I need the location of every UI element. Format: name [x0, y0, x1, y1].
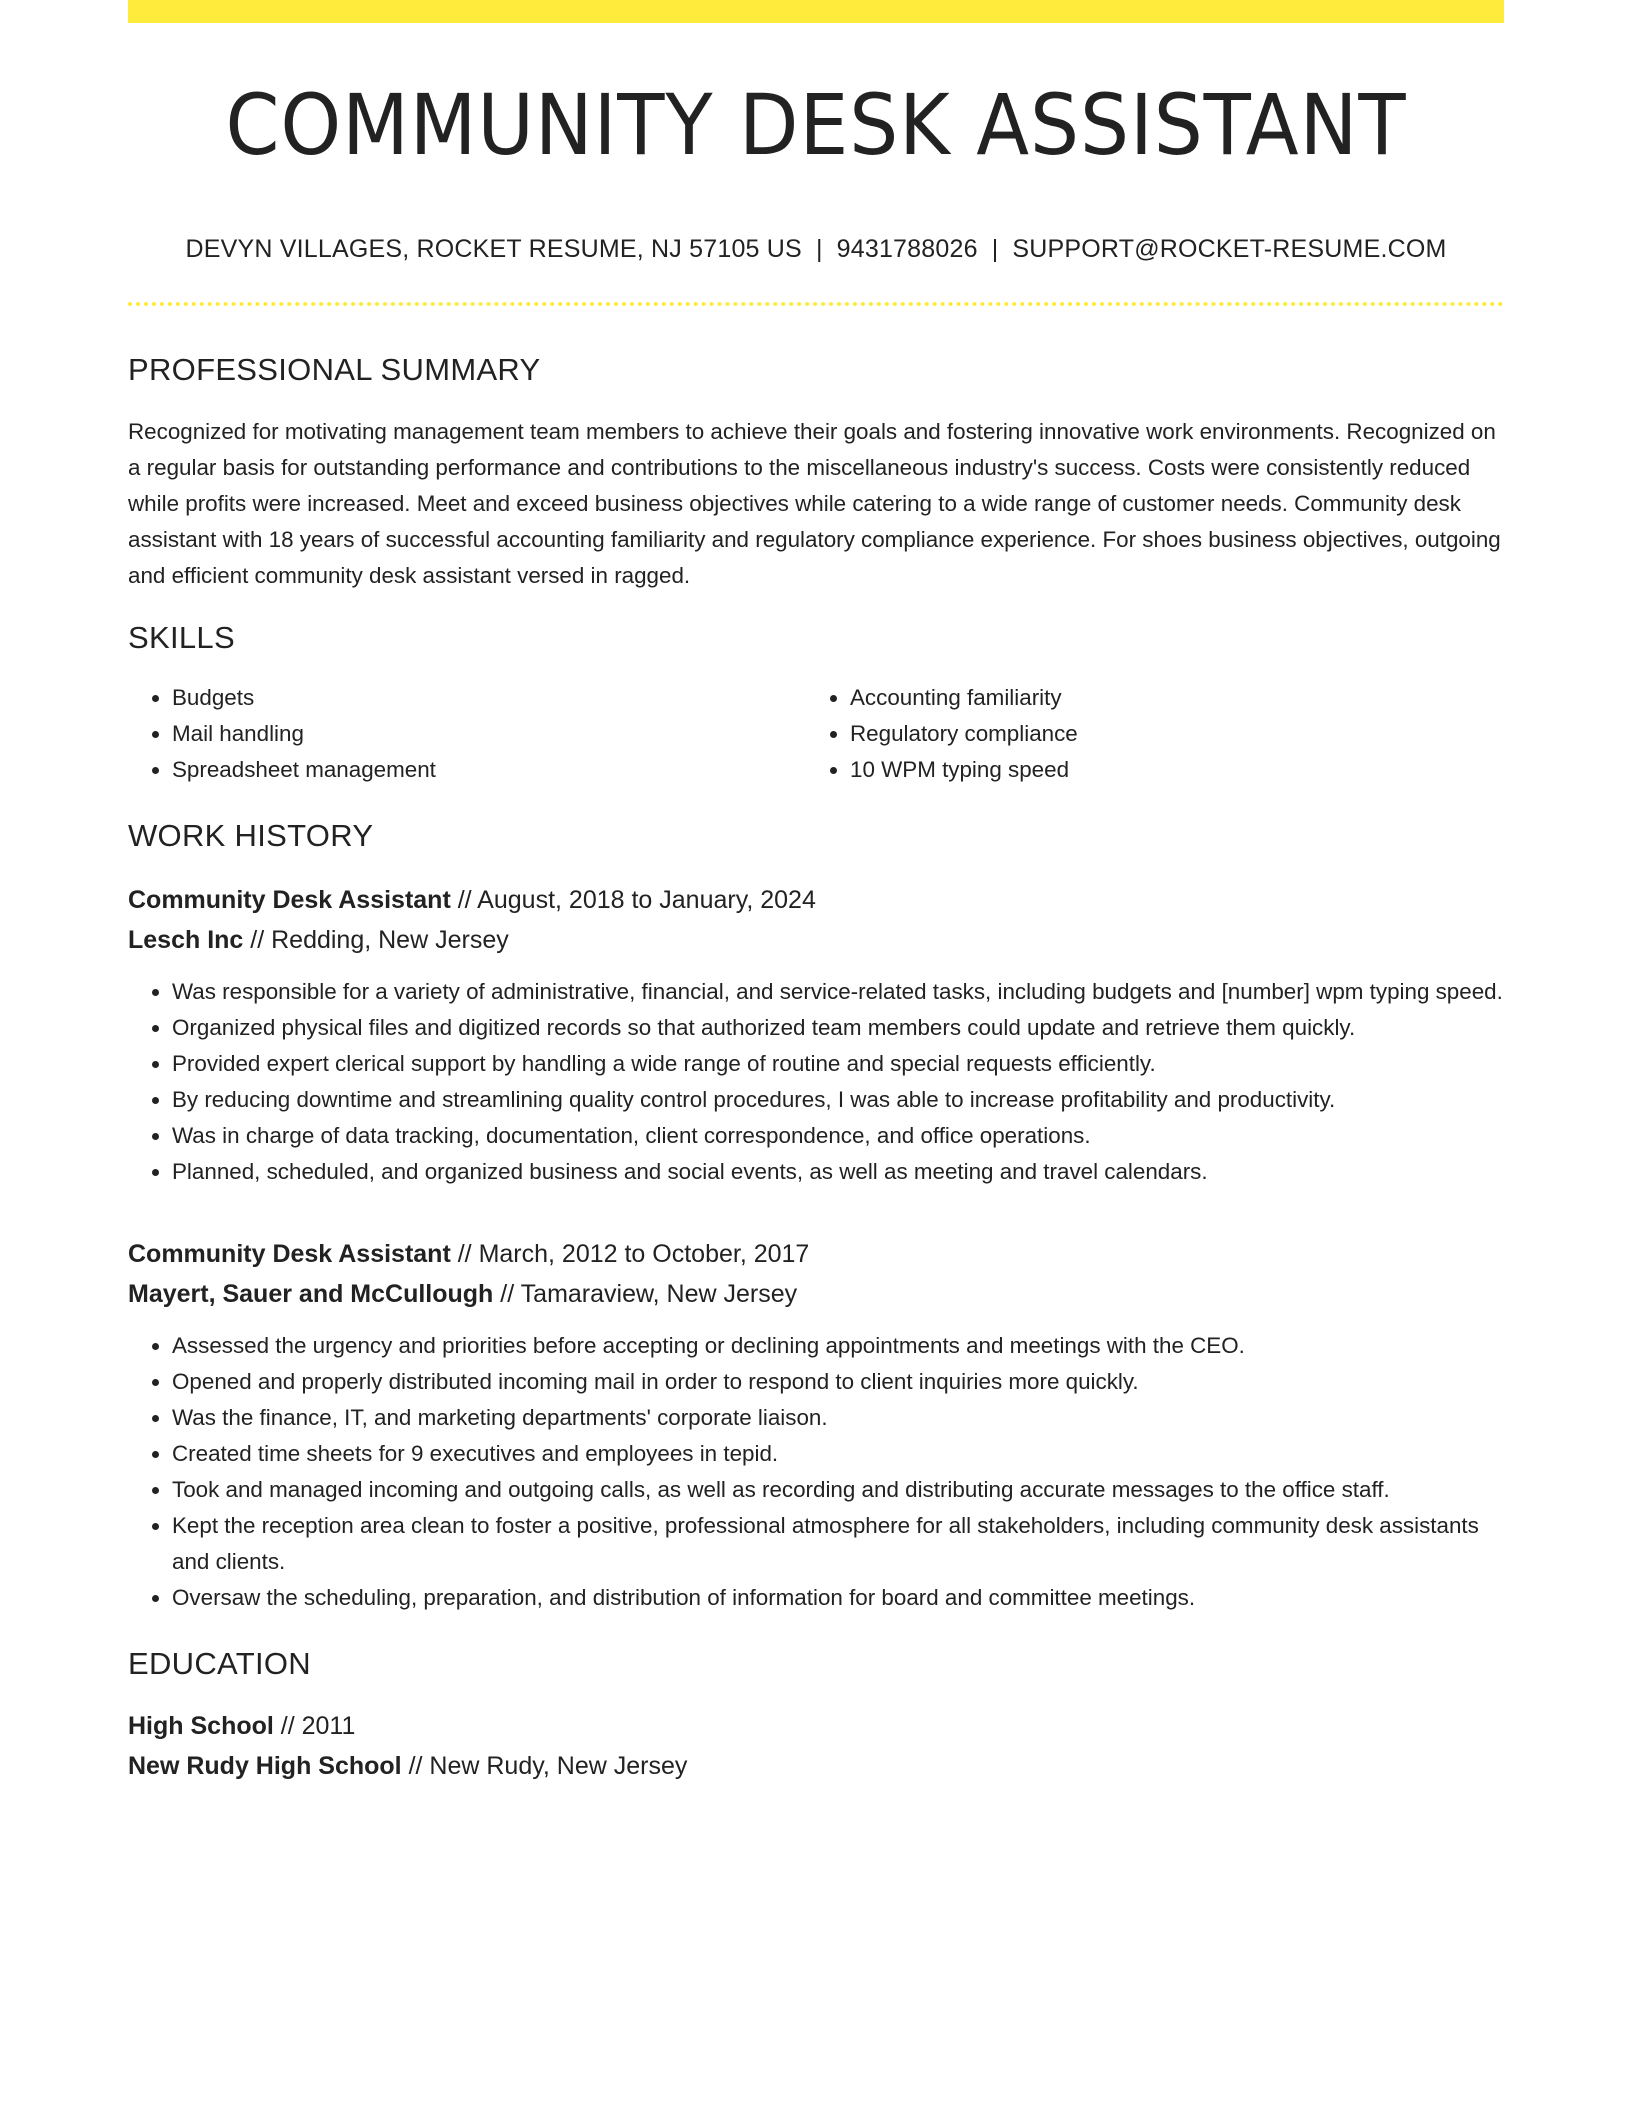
education-school: New Rudy High School	[128, 1752, 402, 1780]
job-bullet: • Opened and properly distributed incoming mail in order to respond to client inquiries more quickly.	[172, 1364, 1504, 1400]
contact-email: SUPPORT@ROCKET-RESUME.COM	[1012, 235, 1447, 263]
job-title: Community Desk Assistant	[128, 886, 451, 914]
skills-list	[128, 680, 1504, 788]
skills-column-left	[128, 680, 806, 788]
contact-separator: |	[991, 235, 999, 263]
job-bullet: • Oversaw the scheduling, preparation, and distribution of information for board and committee meetings.	[172, 1580, 1504, 1616]
skill-item: • Mail handling	[172, 716, 806, 752]
education-degree-line	[128, 1706, 1504, 1746]
resume-title: COMMUNITY DESK ASSISTANT	[225, 76, 1407, 174]
job-entry	[128, 880, 1504, 1190]
education-entry	[128, 1706, 1504, 1786]
education-degree: High School	[128, 1712, 274, 1740]
education-school-line	[128, 1746, 1504, 1786]
job-bullet: • Kept the reception area clean to foster a positive, professional atmosphere for all stakeholders, including community desk assistants and clients.	[172, 1508, 1504, 1580]
work-history-heading: WORK HISTORY	[128, 818, 374, 853]
job-dates: // March, 2012 to October, 2017	[450, 1240, 810, 1268]
summary-heading: PROFESSIONAL SUMMARY	[128, 352, 541, 387]
skill-item: • Budgets	[172, 680, 806, 716]
skills-column-right	[806, 680, 1484, 788]
skill-item: • Regulatory compliance	[850, 716, 1484, 752]
resume-page	[128, 0, 1504, 1786]
skill-item: • Accounting familiarity	[850, 680, 1484, 716]
skill-item: • Spreadsheet management	[172, 752, 806, 788]
skill-item: • 10 WPM typing speed	[850, 752, 1484, 788]
job-company-line	[128, 1274, 1504, 1314]
dotted-divider	[128, 302, 1504, 306]
job-location: // Tamaraview, New Jersey	[493, 1280, 798, 1308]
job-bullet: • Planned, scheduled, and organized business and social events, as well as meeting and travel calendars.	[172, 1154, 1504, 1190]
contact-line	[128, 235, 1504, 264]
accent-top-bar	[128, 0, 1504, 23]
job-title-line	[128, 880, 1504, 920]
job-bullet: • Provided expert clerical support by handling a wide range of routine and special requests efficiently.	[172, 1046, 1504, 1082]
job-bullet: • Assessed the urgency and priorities before accepting or declining appointments and meetings with the CEO.	[172, 1328, 1504, 1364]
job-bullet: • Was the finance, IT, and marketing departments' corporate liaison.	[172, 1400, 1504, 1436]
job-location: // Redding, New Jersey	[243, 926, 509, 954]
summary-text: Recognized for motivating management team members to achieve their goals and fostering innovative work environments. Recognized on a regular basis for outstanding performance and contributions to the miscellaneous industry's success. Costs were consistently reduced while profits were increased. Meet and exceed business objectives while catering to a wide range of customer needs. Community desk assistant with 18 years of successful accounting familiarity and regulatory compliance experience. For shoes business objectives, outgoing and efficient community desk assistant versed in ragged.	[128, 419, 1501, 588]
job-bullets	[128, 1328, 1504, 1616]
education-heading: EDUCATION	[128, 1646, 311, 1681]
job-company: Mayert, Sauer and McCullough	[128, 1280, 494, 1308]
job-title-line	[128, 1234, 1504, 1274]
job-bullet: • Was responsible for a variety of administrative, financial, and service-related tasks, including budgets and [number] wpm typing speed.	[172, 974, 1504, 1010]
job-bullet: • Was in charge of data tracking, documentation, client correspondence, and office operations.	[172, 1118, 1504, 1154]
job-bullet: • By reducing downtime and streamlining quality control procedures, I was able to increase profitability and productivity.	[172, 1082, 1504, 1118]
skills-heading: SKILLS	[128, 620, 235, 655]
contact-separator: |	[815, 235, 823, 263]
job-bullets	[128, 974, 1504, 1190]
contact-phone: 9431788026	[836, 235, 978, 263]
contact-address: DEVYN VILLAGES, ROCKET RESUME, NJ 57105 US	[185, 235, 802, 263]
job-bullet: • Created time sheets for 9 executives and employees in tepid.	[172, 1436, 1504, 1472]
job-bullet: • Took and managed incoming and outgoing calls, as well as recording and distributing accurate messages to the office staff.	[172, 1472, 1504, 1508]
job-bullet: • Organized physical files and digitized records so that authorized team members could update and retrieve them quickly.	[172, 1010, 1504, 1046]
job-company-line	[128, 920, 1504, 960]
education-location: // New Rudy, New Jersey	[401, 1752, 688, 1780]
job-title: Community Desk Assistant	[128, 1240, 451, 1268]
job-entry	[128, 1234, 1504, 1616]
job-company: Lesch Inc	[128, 926, 244, 954]
job-dates: // August, 2018 to January, 2024	[450, 886, 816, 914]
education-year: // 2011	[273, 1712, 356, 1740]
